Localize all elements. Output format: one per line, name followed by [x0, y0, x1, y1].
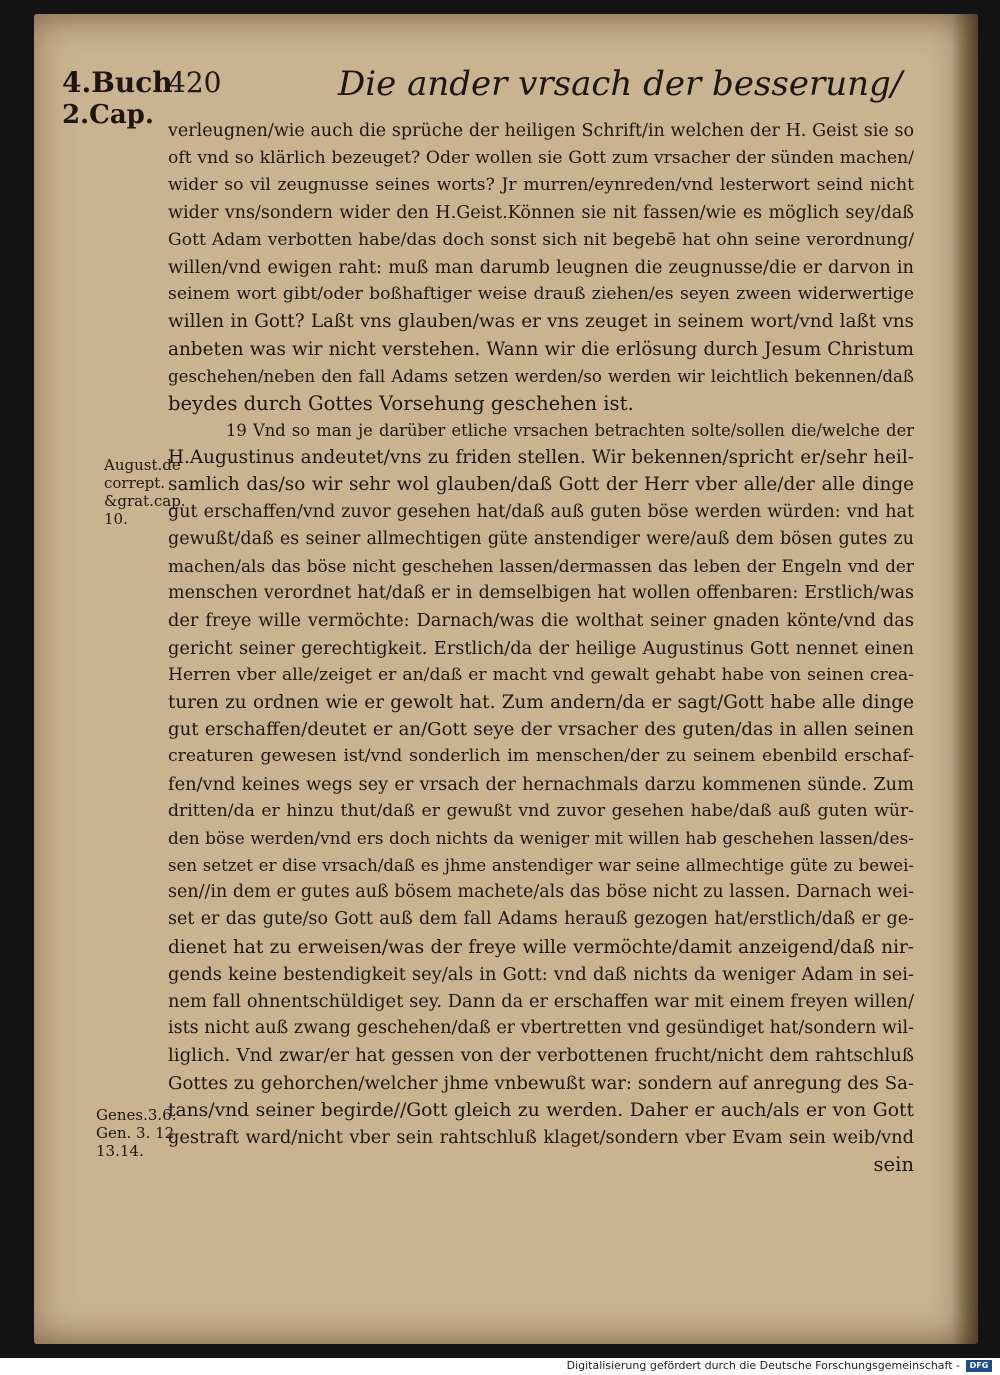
text-line: nem fall ohnentschüldiget sey. Dann da er erschaffen war mit einem freyen willen/	[168, 991, 914, 1012]
margin-note-line: corrept.	[104, 474, 166, 492]
text-line: turen zu ordnen wie er gewolt hat. Zum andern/da er sagt/Gott habe alle dinge	[168, 691, 914, 713]
page-number: 420	[168, 66, 222, 99]
margin-note-line: Genes.3.6.	[96, 1106, 177, 1124]
text-line: der freye wille vermöchte: Darnach/was die wolthat seiner gnaden könte/vnd das	[168, 610, 914, 632]
text-line: den böse werden/vnd ers doch nichts da weniger mit willen hab geschehen lassen/des-	[168, 827, 914, 848]
page-spine-shadow	[952, 14, 978, 1344]
text-line: beydes durch Gottes Vorsehung geschehen ist.	[168, 391, 634, 415]
text-line: wider so vil zeugnusse seines worts? Jr murren/eynreden/vnd lesterwort seind nicht	[168, 175, 914, 196]
text-line: fen/vnd keines wegs sey er vrsach der hernachmals darzu kommenen sünde. Zum	[168, 773, 914, 795]
text-line: ists nicht auß zwang geschehen/daß er vbertretten vnd gesündiget hat/sondern wil-	[168, 1018, 914, 1039]
margin-note-line: Gen. 3. 12.	[96, 1124, 179, 1142]
text-line: wider vns/sondern wider den H.Geist.Können sie nit fassen/wie es möglich sey/daß	[168, 202, 914, 223]
text-line: dritten/da er hinzu thut/daß er gewußt vnd zuvor gesehen habe/daß auß guten wür-	[168, 800, 914, 821]
chapter-label: 2.Cap.	[62, 100, 154, 130]
text-line: Gott Adam verbotten habe/das doch sonst sich nit begebē hat ohn seine verordnung/	[168, 229, 914, 250]
margin-note-genesis	[96, 1106, 196, 1160]
body-text	[168, 118, 914, 1178]
text-line: sen setzet er dise vrsach/daß es jhme anstendiger war seine allmechtige güte zu bewei-	[168, 856, 914, 876]
funding-notice: Digitalisierung gefördert durch die Deutsche Forschungsgemeinschaft -	[566, 1359, 960, 1372]
text-line: anbeten was wir nicht verstehen. Wann wir die erlösung durch Jesum Christum	[168, 338, 914, 360]
margin-note-line: 13.14.	[96, 1142, 144, 1160]
text-line: samlich das/so wir sehr wol glauben/daß Gott der Herr vber alle/der alle dinge	[168, 474, 914, 496]
text-line: menschen verordnet hat/daß er in demselbigen hat wollen offenbaren: Erstlich/was	[168, 583, 914, 604]
text-line: gewußt/daß es seiner allmechtigen güte anstendiger were/auß dem bösen gutes zu	[168, 528, 914, 549]
text-line: willen in Gott? Laßt vns glauben/was er vns zeuget in seinem wort/vnd laßt vns	[168, 311, 914, 333]
text-line: Herren vber alle/zeiget er an/daß er macht vnd gewalt gehabt habe von seinen crea-	[168, 664, 914, 685]
text-line: liglich. Vnd zwar/er hat gessen von der verbottenen frucht/nicht dem rahtschluß	[168, 1045, 914, 1067]
text-line: verleugnen/wie auch die sprüche der heiligen Schrift/in welchen der H. Geist sie so	[168, 121, 914, 141]
text-line: oft vnd so klärlich bezeuget? Oder wollen sie Gott zum vrsacher der sünden machen/	[168, 148, 914, 169]
margin-note-line: 10.	[104, 510, 128, 528]
book-label: 4.Buch	[62, 66, 173, 99]
text-line: sen//in dem er gutes auß bösem machete/als das böse nicht zu lassen. Darnach wei-	[168, 882, 914, 903]
text-line: machen/als das böse nicht geschehen lassen/dermassen das leben der Engeln vnd der	[168, 556, 914, 576]
text-line: willen/vnd ewigen raht: muß man darumb leugnen die zeugnusse/die er darvon in	[168, 256, 914, 278]
margin-note-line: &grat.cap.	[104, 492, 186, 510]
catchword: sein	[873, 1153, 914, 1177]
text-line: dienet hat zu erweisen/was der freye wille vermöchte/damit anzeigend/daß nir-	[168, 936, 914, 958]
text-line: tans/vnd seiner begirde//Gott gleich zu werden. Daher er auch/als er von Gott	[168, 1099, 914, 1121]
text-line: geschehen/neben den fall Adams setzen werden/so werden wir leichtlich bekennen/daß	[168, 366, 914, 386]
text-line: Gottes zu gehorchen/welcher jhme vnbewußt war: sondern auf anregung des Sa-	[168, 1072, 914, 1094]
text-line: gut erschaffen/vnd zuvor gesehen hat/daß auß guten böse werden würden: vnd hat	[168, 501, 914, 522]
footer-bar	[0, 1358, 1000, 1375]
text-line: creaturen gewesen ist/vnd sonderlich im menschen/der zu seinem ebenbild erschaf-	[168, 746, 914, 767]
text-line: gestraft ward/nicht vber sein rahtschluß klaget/sondern vber Evam sein weib/vnd	[168, 1126, 914, 1148]
text-line: gut erschaffen/deutet er an/Gott seye der vrsacher des guten/das in allen seinen	[168, 719, 914, 741]
margin-note-augustine	[104, 456, 204, 528]
margin-note-line: August.de	[104, 456, 181, 474]
paragraph-start-line: 19 Vnd so man je darüber etliche vrsachen betrachten solte/sollen die/welche der	[226, 421, 914, 441]
running-title: Die ander vrsach der besserung/	[338, 64, 903, 104]
text-line: seinem wort gibt/oder boßhaftiger weise drauß ziehen/es seyen zween widerwertige	[168, 284, 914, 305]
dfg-logo: DFG	[966, 1360, 992, 1372]
text-line: set er das gute/so Gott auß dem fall Adams herauß gezogen hat/erstlich/daß er ge-	[168, 909, 914, 930]
text-line: gends keine bestendigkeit sey/als in Gott: vnd daß nichts da weniger Adam in sei-	[168, 963, 914, 985]
text-line: gericht seiner gerechtigkeit. Erstlich/da der heilige Augustinus Gott nennet einen	[168, 637, 914, 659]
text-line: H.Augustinus andeutet/vns zu friden stellen. Wir bekennen/spricht er/sehr heil-	[168, 447, 914, 469]
